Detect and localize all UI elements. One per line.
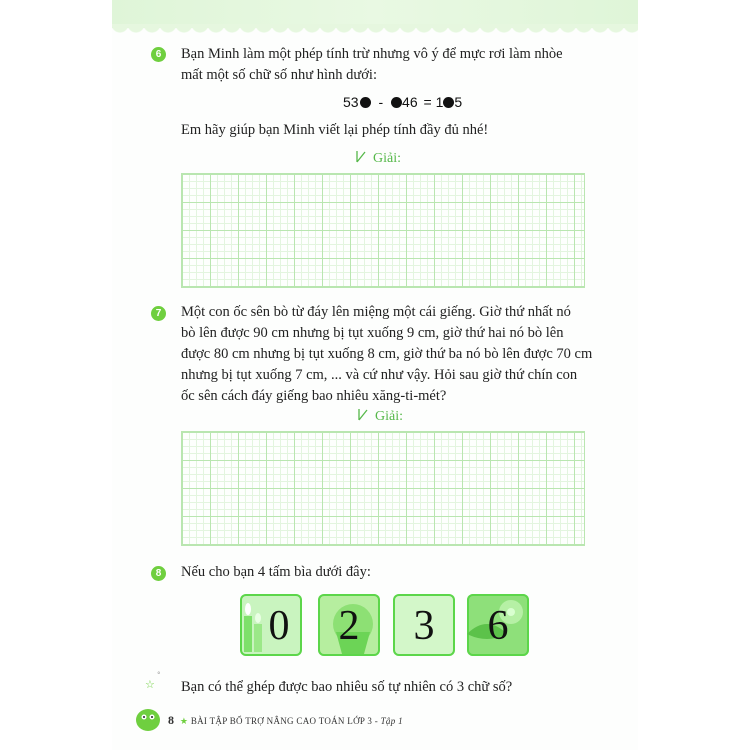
equation-result-tail: 5	[454, 94, 463, 110]
question-7-number: 7	[151, 306, 166, 321]
svg-text:☆: ☆	[145, 678, 155, 691]
solution-label-7	[357, 408, 403, 425]
question-7-line-1: Một con ốc sên bò từ đáy lên miệng một cái giếng. Giờ thứ nhất nó	[181, 304, 571, 320]
question-7-line-2: bò lên được 90 cm nhưng bị tụt xuống 9 cm, giờ thứ hai nó bò lên	[181, 325, 564, 341]
smudged-equation	[343, 94, 462, 110]
footer-star-icon: ★	[179, 716, 189, 726]
ink-blot	[443, 97, 454, 108]
page-footer	[168, 713, 403, 728]
question-6-line-2: mất một số chữ số như hình dưới:	[181, 67, 377, 83]
solution-label-6	[355, 150, 401, 167]
question-7-line-4: nhưng bị tụt xuống 7 cm, ... và cứ như vậy. Hỏi sau giờ thứ chín con	[181, 367, 578, 383]
ink-blot	[391, 97, 402, 108]
question-6-line-1: Bạn Minh làm một phép tính trừ nhưng vô ý để mực rơi làm nhòe	[181, 46, 563, 62]
equation-subtrahend: 46	[402, 94, 418, 110]
number-card-2	[318, 594, 380, 656]
book-title: BÀI TẬP BỔ TRỢ NÂNG CAO TOÁN LỚP 3	[190, 716, 373, 726]
card-digit: 0	[268, 603, 290, 649]
pen-icon	[355, 150, 367, 164]
page-number: 8	[168, 713, 175, 727]
sparkle-stars-icon	[143, 668, 171, 692]
number-card-6	[467, 594, 529, 656]
number-card-0	[240, 594, 302, 656]
question-8-number: 8	[151, 566, 166, 581]
solution-label-text: Giải:	[375, 409, 403, 424]
card-digit: 2	[338, 603, 360, 649]
top-decorative-band	[112, 0, 638, 28]
card-digit: 3	[413, 603, 435, 649]
card-digit: 6	[487, 603, 509, 649]
answer-grid-7[interactable]	[181, 431, 585, 546]
question-8-question: Bạn có thể ghép được bao nhiêu số tự nhiên có 3 chữ số?	[181, 679, 513, 695]
solution-label-text: Giải:	[373, 151, 401, 166]
volume-label: Tập 1	[380, 716, 403, 726]
title-separator: -	[372, 716, 381, 726]
question-8-line-1: Nếu cho bạn 4 tấm bìa dưới đây:	[181, 564, 371, 580]
question-6-number: 6	[151, 47, 166, 62]
answer-grid-6[interactable]	[181, 173, 585, 288]
equation-minus: -	[378, 94, 384, 110]
equation-minuend: 53	[343, 94, 359, 110]
pen-icon	[357, 408, 369, 422]
mascot-icon	[131, 702, 165, 732]
question-7-line-5: ốc sên cách đáy giếng bao nhiêu xăng-ti-mét?	[181, 388, 447, 404]
question-7-line-3: được 80 cm nhưng bị tụt xuống 8 cm, giờ thứ ba nó bò lên được 70 cm	[181, 346, 593, 362]
equation-equals: = 1	[423, 94, 444, 110]
question-6-follow-up: Em hãy giúp bạn Minh viết lại phép tính đầy đủ nhé!	[181, 122, 489, 138]
number-card-3	[393, 594, 455, 656]
ink-blot	[360, 97, 371, 108]
svg-text:°: °	[157, 671, 161, 679]
